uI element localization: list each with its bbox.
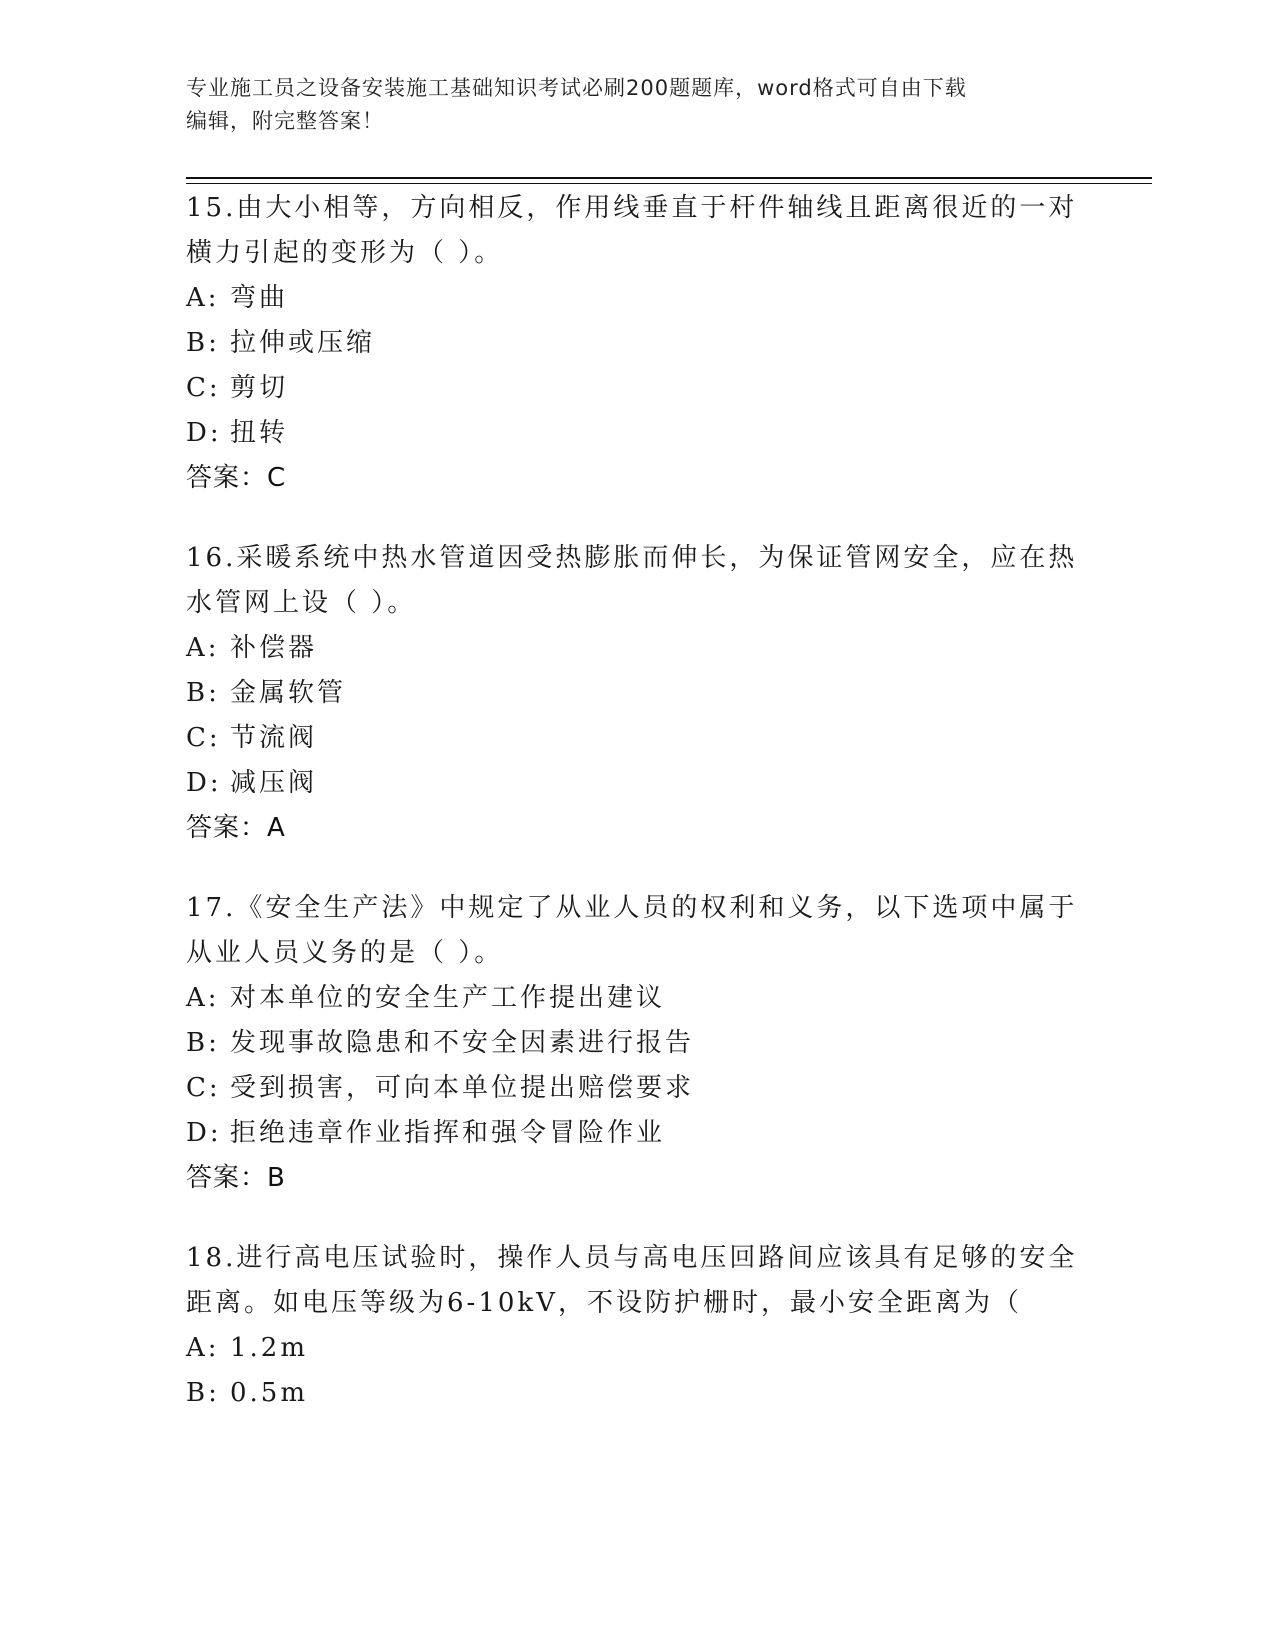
answer-line: 答案：A (186, 813, 286, 843)
option-key: B: (186, 328, 220, 358)
option-text: 1.2m (230, 1333, 309, 1363)
question-stem (186, 536, 1086, 626)
option-key: D: (186, 418, 222, 448)
option-c (186, 1066, 1086, 1111)
option-d (186, 1111, 1086, 1156)
option-key: B: (186, 1378, 220, 1408)
option-b (186, 1371, 1086, 1416)
question-17 (186, 886, 1086, 1201)
header-line-2: 编辑，附完整答案！ (186, 109, 384, 133)
question-stem-line-2: 从业人员义务的是（ ）。 (186, 938, 504, 968)
answer-line: 答案：B (186, 1163, 286, 1193)
header-line-1: 专业施工员之设备安装施工基础知识考试必刷200题题库，word格式可自由下载 (186, 76, 967, 100)
option-a (186, 976, 1086, 1021)
question-stem-line-1: 16.采暖系统中热水管道因受热膨胀而伸长，为保证管网安全，应在热 (186, 543, 1078, 573)
question-stem-line-1: 15.由大小相等，方向相反，作用线垂直于杆件轴线且距离很近的一对 (186, 193, 1078, 223)
header-divider-thin (186, 183, 1152, 184)
option-key: D: (186, 1118, 222, 1148)
option-text: 补偿器 (230, 633, 318, 663)
option-key: C: (186, 1073, 221, 1103)
question-stem-line-2: 水管网上设（ ）。 (186, 588, 417, 618)
option-text: 节流阀 (230, 723, 318, 753)
question-stem-line-2: 横力引起的变形为（ ）。 (186, 238, 504, 268)
header-divider-thick (186, 177, 1152, 179)
document-header (186, 72, 1066, 138)
option-key: C: (186, 723, 221, 753)
option-key: B: (186, 1028, 220, 1058)
option-c (186, 366, 1086, 411)
option-key: A: (186, 983, 220, 1013)
question-18 (186, 1236, 1086, 1416)
option-key: A: (186, 633, 220, 663)
question-stem (186, 1236, 1086, 1326)
option-a (186, 626, 1086, 671)
question-stem-line-2: 距离。如电压等级为6-10kV，不设防护栅时，最小安全距离为（ (186, 1288, 1022, 1318)
option-d (186, 411, 1086, 456)
option-text: 弯曲 (230, 283, 289, 313)
option-text: 拒绝违章作业指挥和强令冒险作业 (230, 1118, 666, 1148)
option-text: 扭转 (230, 418, 289, 448)
question-list (186, 186, 1086, 1451)
question-stem (186, 886, 1086, 976)
question-stem-line-1: 17.《安全生产法》中规定了从业人员的权利和义务，以下选项中属于 (186, 893, 1078, 923)
option-text: 0.5m (230, 1378, 309, 1408)
option-d (186, 761, 1086, 806)
option-a (186, 1326, 1086, 1371)
option-text: 拉伸或压缩 (230, 328, 376, 358)
option-b (186, 671, 1086, 716)
question-stem (186, 186, 1086, 276)
option-text: 金属软管 (230, 678, 347, 708)
option-text: 对本单位的安全生产工作提出建议 (230, 983, 666, 1013)
option-text: 剪切 (230, 373, 289, 403)
question-15 (186, 186, 1086, 501)
answer-line: 答案：C (186, 463, 287, 493)
option-key: A: (186, 1333, 220, 1363)
option-key: A: (186, 283, 220, 313)
question-stem-line-1: 18.进行高电压试验时，操作人员与高电压回路间应该具有足够的安全 (186, 1243, 1078, 1273)
option-key: D: (186, 768, 222, 798)
option-text: 受到损害，可向本单位提出赔偿要求 (230, 1073, 695, 1103)
option-key: C: (186, 373, 221, 403)
option-a (186, 276, 1086, 321)
option-key: B: (186, 678, 220, 708)
question-16 (186, 536, 1086, 851)
option-text: 减压阀 (230, 768, 318, 798)
option-text: 发现事故隐患和不安全因素进行报告 (230, 1028, 695, 1058)
option-c (186, 716, 1086, 761)
option-b (186, 321, 1086, 366)
option-b (186, 1021, 1086, 1066)
